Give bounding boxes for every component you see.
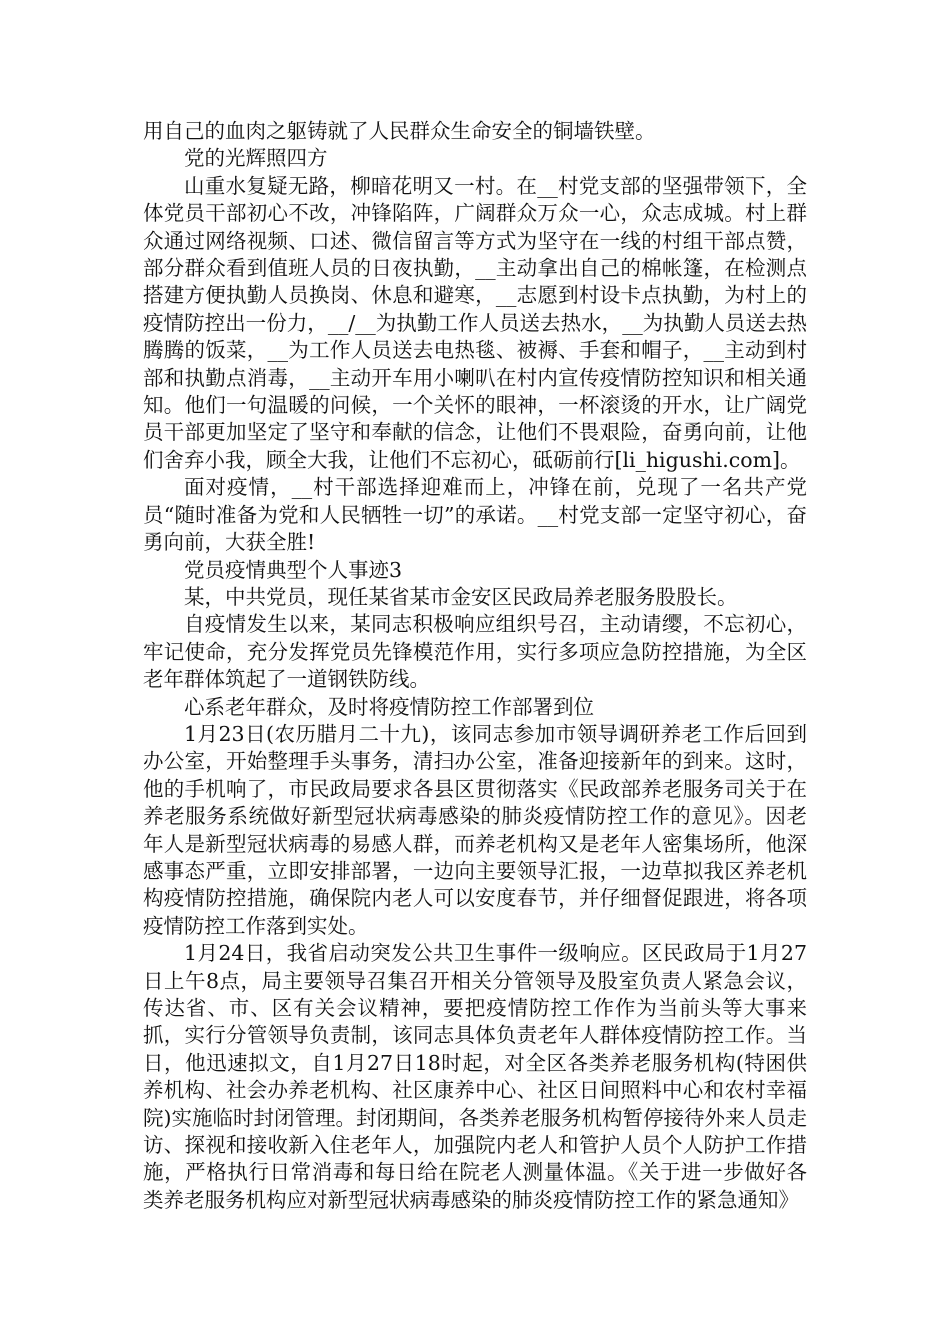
paragraph-6: 某，中共党员，现任某省某市金安区民政局养老服务股股长。 — [184, 584, 738, 609]
paragraph-10: 1月24日，我省启动突发公共卫生事件一级响应。区民政局于1月27日上午8点，局主要领导召集召开相关分管领导及股室负责人紧急会议，传达省、市、区有关会议精神，要把疫情防控工作作为当前头等大事来抓，实行分管领导负责制，该同志具体负责老年人群体疫情防控工作。当日，他迅速拟文，自1月27日18时起，对全区各类养老服务机构(特困供养机构、社会办养老机构、社区康养中心、社区日间照料中心和农村幸福院)实施临时封闭管理。封闭期间，各类养老服务机构暂停接待外来人员走访、探视和接收新入住老年人，加强院内老人和管护人员个人防护工作措施，严格执行日常消毒和每日给在院老人测量体温。《关于进一步做好各类养老服务机构应对新型冠状病毒感染的肺炎疫情防控工作的紧急通知》 — [143, 941, 807, 1212]
document-page — [143, 118, 807, 1214]
paragraph-1: 用自己的血肉之躯铸就了人民群众生命安全的铜墙铁壁。 — [143, 119, 656, 143]
paragraph-9: 1月23日(农历腊月二十九)，该同志参加市领导调研养老工作后回到办公室，开始整理手头事务，清扫办公室，准备迎接新年的到来。这时，他的手机响了，市民政局要求各县区贯彻落实《民政部养老服务司关于在养老服务系统做好新型冠状病毒感染的肺炎疫情防控工作的意见》。因老年人是新型冠状病毒的易感人群，而养老机构又是老年人密集场所，他深感事态严重，立即安排部署，一边向主要领导汇报，一边草拟我区养老机构疫情防控措施，确保院内老人可以安度春节，并仔细督促跟进，将各项疫情防控工作落到实处。 — [143, 721, 807, 938]
section-heading-elderly: 心系老年群众，及时将疫情防控工作部署到位 — [184, 694, 594, 719]
section-heading-party-light: 党的光辉照四方 — [184, 146, 328, 171]
paragraph-7: 自疫情发生以来，某同志积极响应组织号召，主动请缨，不忘初心，牢记使命，充分发挥党员先锋模范作用，实行多项应急防控措施，为全区老年群体筑起了一道钢铁防线。 — [143, 612, 807, 692]
paragraph-3: 山重水复疑无路，柳暗花明又一村。在__村党支部的坚强带领下，全体党员干部初心不改，冲锋陷阵，广阔群众万众一心，众志成城。村上群众通过网络视频、口述、微信留言等方式为坚守在一线的村组干部点赞，部分群众看到值班人员的日夜执勤，__主动拿出自己的棉帐篷，在检测点搭建方便执勤人员换岗、休息和避寒，__志愿到村设卡点执勤，为村上的疫情防控出一份力，__/__为执勤工作人员送去热水，__为执勤人员送去热腾腾的饭菜，__为工作人员送去电热毯、被褥、手套和帽子，__主动到村部和执勤点消毒，__主动开车用小喇叭在村内宣传疫情防控知识和相关通知。他们一句温暖的问候，一个关怀的眼神，一杯滚烫的开水，让广阔党员干部更加坚定了坚守和奉献的信念，让他们不畏艰险，奋勇向前，让他们舍弃小我，顾全大我，让他们不忘初心，砥砺前行[li_higushi.com]。 — [143, 173, 807, 472]
paragraph-4: 面对疫情，__村干部选择迎难而上，冲锋在前，兑现了一名共产党员“随时准备为党和人民牺牲一切”的承诺。__村党支部一定坚守初心，奋勇向前，大获全胜! — [143, 475, 807, 555]
section-heading-deeds-3: 党员疫情典型个人事迹3 — [184, 557, 403, 582]
